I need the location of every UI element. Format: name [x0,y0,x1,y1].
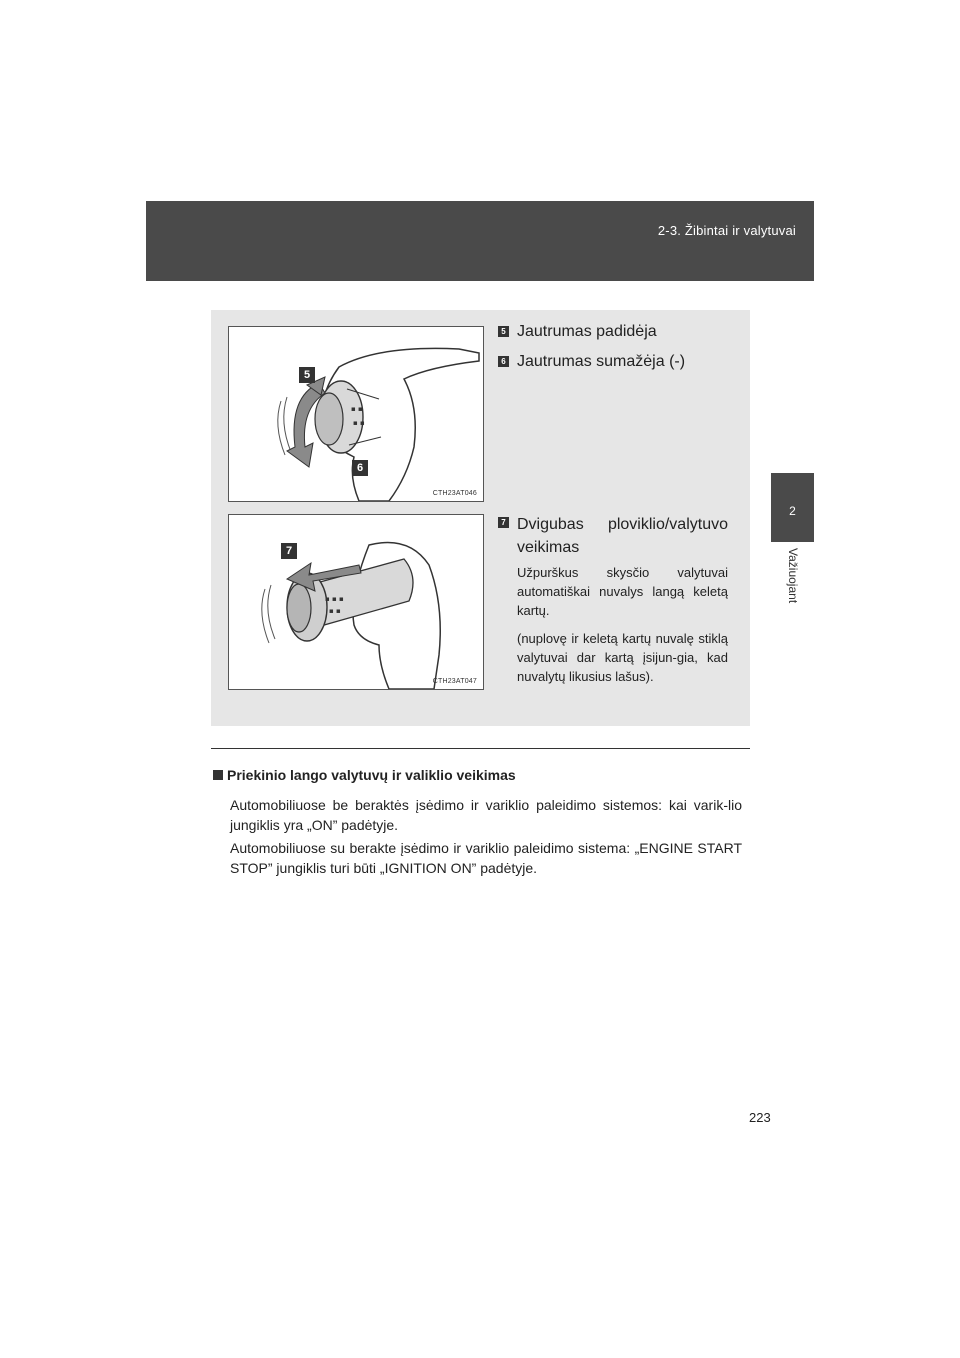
chapter-label: Važiuojant [786,548,800,604]
section-title: 2-3. Žibintai ir valytuvai [657,223,796,238]
item-note: Užpurškus skysčio valytuvai automatiškai nuvalys langą keletą kartų. [517,565,728,618]
page-number: 223 [749,1110,771,1125]
illustration-code: CTH23AT047 [432,678,477,685]
callout-7: 7 [281,543,297,559]
item-label: Jautrumas sumažėja (-) [517,353,686,370]
item-7 [498,513,728,559]
chapter-tab [771,473,814,542]
svg-text:▪ ▪: ▪ ▪ [351,405,363,413]
svg-text:▪ ▪: ▪ ▪ [353,419,365,427]
paragraph: Automobiliuose be beraktės įsėdimo ir variklio paleidimo sistemos: kai varik-lio jungiklis yra „ON” padėtyje. [230,797,742,833]
item-label: Dvigubas ploviklio/valytuvo veikimas [517,516,728,556]
chapter-number: 2 [789,504,796,518]
callout-5: 5 [299,367,315,383]
svg-text:▪ ▪ ▪: ▪ ▪ ▪ [325,595,344,603]
item-number: 6 [498,356,509,367]
section-header-band [146,201,814,281]
section-heading [213,767,516,783]
item-number: 5 [498,326,509,337]
callout-6: 6 [352,460,368,476]
illustration-code: CTH23AT046 [432,490,477,497]
item-note: (nuplovę ir keletą kartų nuvalę stiklą valytuvai dar kartą įsijun-gia, kad nuvalytų likusius lašus). [517,631,728,684]
illustration-double-wash [228,514,484,690]
chapter-label-container [784,548,802,628]
item-label: Jautrumas padidėja [517,323,657,340]
illustration-sensitivity [228,326,484,502]
stalk-pull-drawing [229,515,483,689]
paragraph: Automobiliuose su berakte įsėdimo ir variklio paleidimo sistema: „ENGINE START STOP” jungiklis turi būti „IGNITION ON” padėtyje. [230,840,742,876]
item-number: 7 [498,517,509,528]
svg-text:▪ ▪: ▪ ▪ [329,607,341,615]
section-divider [211,748,750,749]
section-heading-text: Priekinio lango valytuvų ir valiklio veikimas [227,767,516,783]
square-bullet-icon [213,770,223,780]
